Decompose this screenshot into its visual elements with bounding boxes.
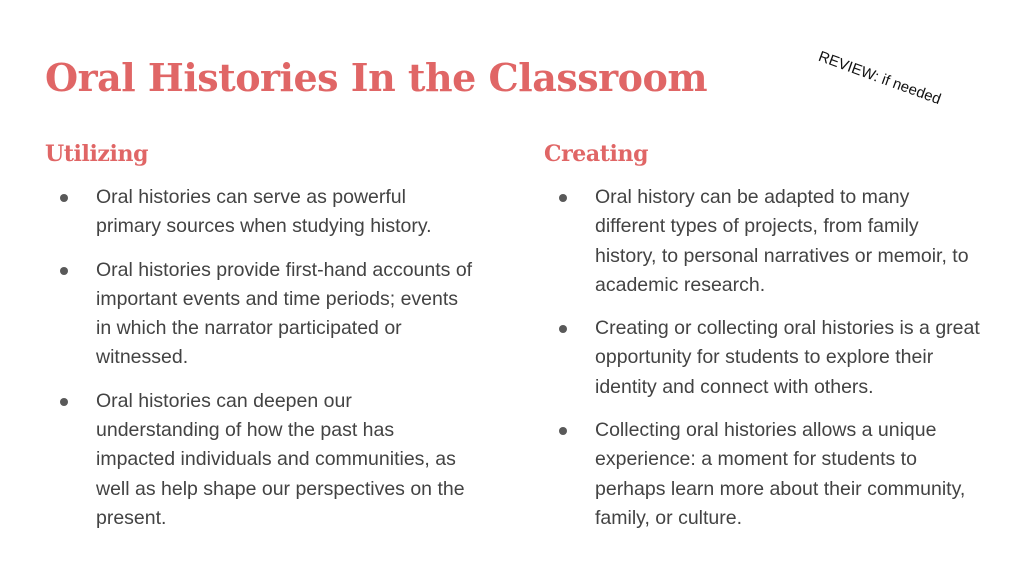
bullet-text: Creating or collecting oral histories is a great opportunity for students to explore their identity and connect with others.	[595, 317, 980, 398]
bullet-dot-icon	[60, 194, 68, 202]
creating-bullet-list	[544, 183, 984, 533]
bullet-text: Oral histories can deepen our understanding of how the past has impacted individuals and communities, as well as help shape our perspectives on the present.	[96, 389, 465, 529]
review-note: REVIEW: if needed	[816, 48, 944, 109]
column-heading-utilizing: Utilizing	[45, 141, 149, 167]
creating-column	[544, 138, 984, 547]
bullet-item	[544, 314, 984, 402]
bullet-item	[544, 416, 984, 533]
bullet-text: Oral histories can serve as powerful primary sources when studying history.	[96, 186, 432, 238]
bullet-dot-icon	[559, 194, 567, 202]
utilizing-column	[45, 138, 475, 547]
bullet-text: Oral history can be adapted to many different types of projects, from family history, to personal narratives or memoir, to academic research.	[595, 186, 969, 296]
bullet-dot-icon	[559, 325, 567, 333]
bullet-item	[45, 387, 475, 533]
bullet-item	[45, 183, 475, 242]
utilizing-bullet-list	[45, 183, 475, 533]
bullet-text: Oral histories provide first-hand accounts of important events and time periods; events in which the narrator participated or witnessed.	[96, 258, 473, 369]
slide-title: Oral Histories In the Classroom	[45, 55, 708, 100]
bullet-item	[544, 183, 984, 300]
bullet-item	[45, 256, 475, 373]
bullet-dot-icon	[60, 398, 68, 406]
bullet-dot-icon	[60, 267, 68, 275]
bullet-text: Collecting oral histories allows a unique experience: a moment for students to perhaps learn more about their community, family, or culture.	[595, 419, 966, 529]
column-heading-creating: Creating	[544, 141, 649, 167]
bullet-dot-icon	[559, 427, 567, 435]
